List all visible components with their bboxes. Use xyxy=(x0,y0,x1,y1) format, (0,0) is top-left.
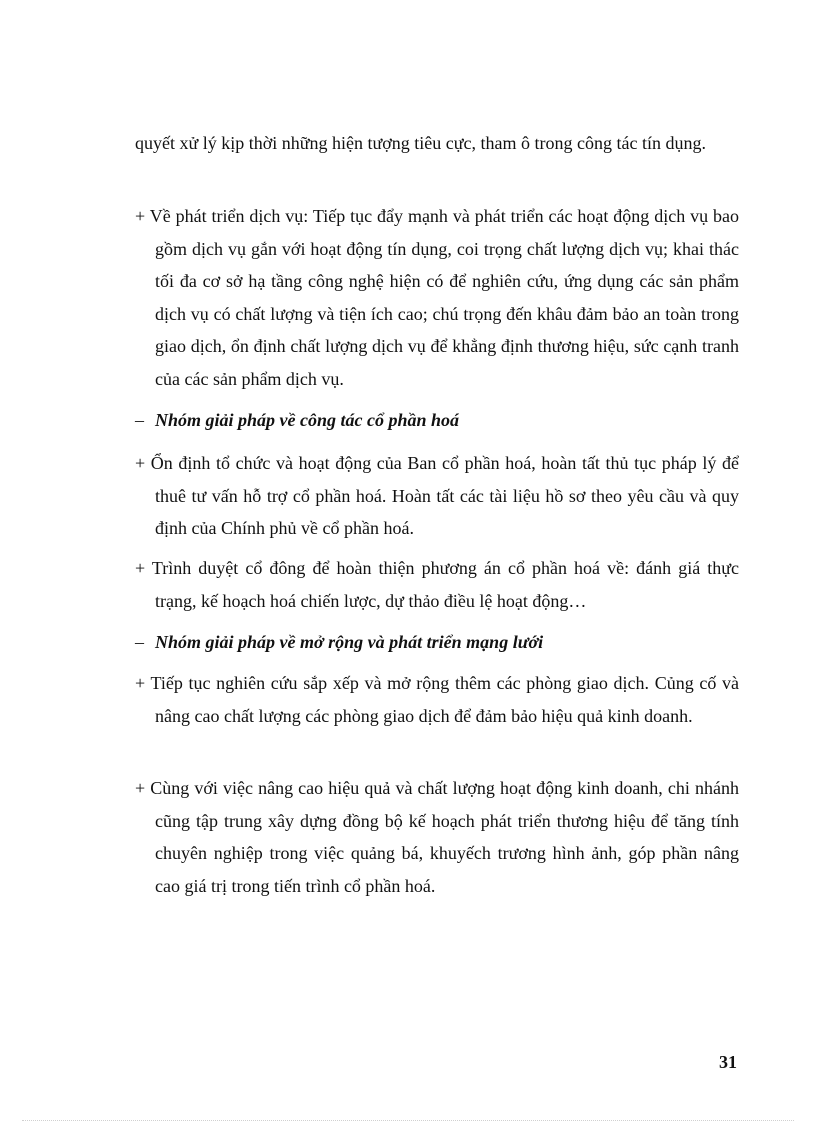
heading-text: Nhóm giải pháp về mở rộng và phát triển mạng lưới xyxy=(155,632,544,652)
paragraph-continuation: quyết xử lý kịp thời những hiện tượng tiêu cực, tham ô trong công tác tín dụng. xyxy=(135,133,706,153)
paragraph-transaction-offices: + Tiếp tục nghiên cứu sắp xếp và mở rộng thêm các phòng giao dịch. Củng cố và nâng cao chất lượng các phòng giao dịch để đảm bảo hiệu quả kinh doanh. xyxy=(135,673,739,726)
paragraph-brand-development: + Cùng với việc nâng cao hiệu quả và chất lượng hoạt động kinh doanh, chi nhánh cũng tập trung xây dựng đồng bộ kế hoạch phát triển thương hiệu để tăng tính chuyên nghiệp trong việc quảng bá, khuyếch trương hình ảnh, góp phần nâng cao giá trị trong tiến trình cổ phần hoá. xyxy=(135,778,739,896)
footer-divider xyxy=(22,1120,794,1121)
paragraph-service-development: + Về phát triển dịch vụ: Tiếp tục đẩy mạnh và phát triển các hoạt động dịch vụ bao gồm dịch vụ gắn với hoạt động tín dụng, coi trọng chất lượng dịch vụ; khai thác tối đa cơ sở hạ tầng công nghệ hiện có để nghiên cứu, ứng dụng các sản phẩm dịch vụ có chất lượng và tiện ích cao; chú trọng đến khâu đảm bảo an toàn trong giao dịch, ổn định chất lượng dịch vụ để khẳng định thương hiệu, sức cạnh tranh của các sản phẩm dịch vụ. xyxy=(135,206,739,389)
paragraph-stabilize-organization: + Ổn định tổ chức và hoạt động của Ban cổ phần hoá, hoàn tất thủ tục pháp lý để thuê tư vấn hỗ trợ cổ phần hoá. Hoàn tất các tài liệu hồ sơ theo yêu cầu và quy định của Chính phủ về cổ phần hoá. xyxy=(135,453,739,538)
page-number: 31 xyxy=(719,1052,737,1072)
paragraph-shareholder-approval: + Trình duyệt cổ đông để hoàn thiện phương án cổ phần hoá về: đánh giá thực trạng, kế hoạch hoá chiến lược, dự thảo điều lệ hoạt động… xyxy=(135,558,739,611)
heading-text: Nhóm giải pháp về công tác cổ phần hoá xyxy=(155,410,460,430)
section-heading-network-expansion xyxy=(135,626,739,658)
heading-dash: – xyxy=(135,632,144,652)
section-heading-equitization xyxy=(135,404,739,436)
heading-dash: – xyxy=(135,410,144,430)
